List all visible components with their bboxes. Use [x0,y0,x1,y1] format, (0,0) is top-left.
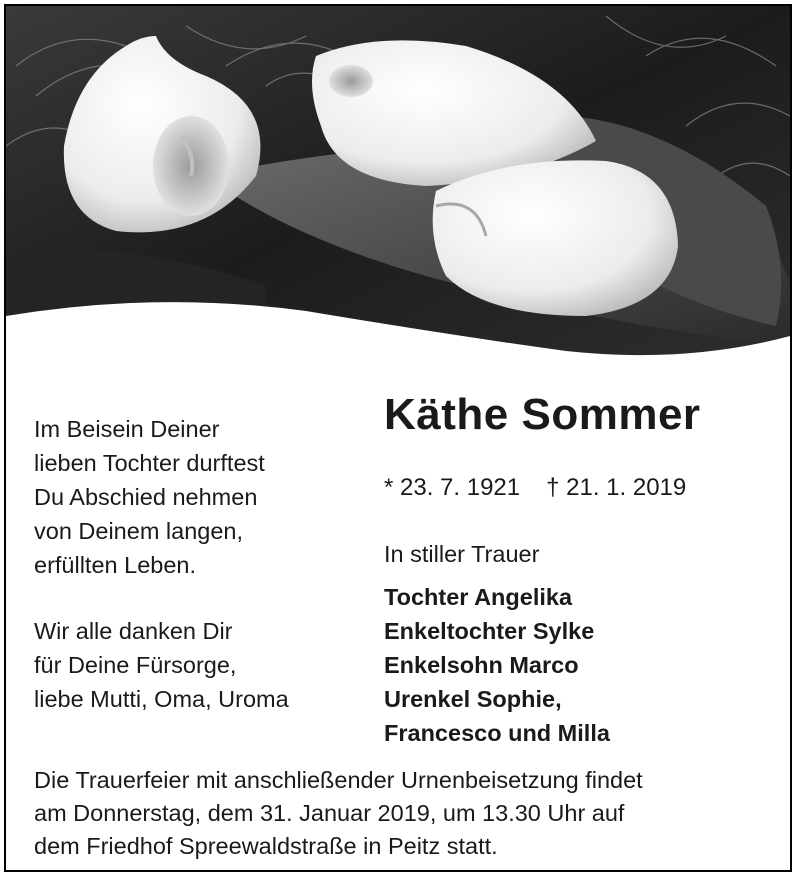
birth-date: * 23. 7. 1921 [384,474,521,501]
calla-lily-photo [6,6,790,366]
text-line: von Deinem langen, [34,518,244,544]
footer-line: dem Friedhof Spreewaldstraße in Peitz statt. [34,833,498,859]
funeral-details [34,764,774,863]
mourning-intro: In stiller Trauer [384,541,540,567]
footer-line: am Donnerstag, dem 31. Januar 2019, um 13.30 Uhr auf [34,800,625,826]
mourner-line: Enkeltochter Sylke [384,618,595,644]
footer-line: Die Trauerfeier mit anschließender Urnenbeisetzung findet [34,767,643,793]
obituary-notice [4,4,792,872]
text-line: Im Beisein Deiner [34,416,220,442]
text-line: für Deine Fürsorge, [34,652,237,678]
text-line: Du Abschied nehmen [34,484,258,510]
tribute-text [34,412,364,716]
mourner-line: Urenkel Sophie, [384,686,562,712]
text-line: lieben Tochter durftest [34,450,265,476]
death-date: † 21. 1. 2019 [546,474,687,501]
deceased-name: Käthe Sommer [384,390,701,439]
text-line: liebe Mutti, Oma, Uroma [34,686,289,712]
mourner-line: Francesco und Milla [384,720,610,746]
mourner-line: Tochter Angelika [384,584,573,610]
tribute-paragraph-2 [34,614,364,716]
mourner-line: Enkelsohn Marco [384,652,579,678]
mourners-list [384,580,610,750]
life-dates [384,474,686,502]
text-line: erfüllten Leben. [34,552,197,578]
tribute-paragraph-1 [34,412,364,582]
text-line: Wir alle danken Dir [34,618,233,644]
